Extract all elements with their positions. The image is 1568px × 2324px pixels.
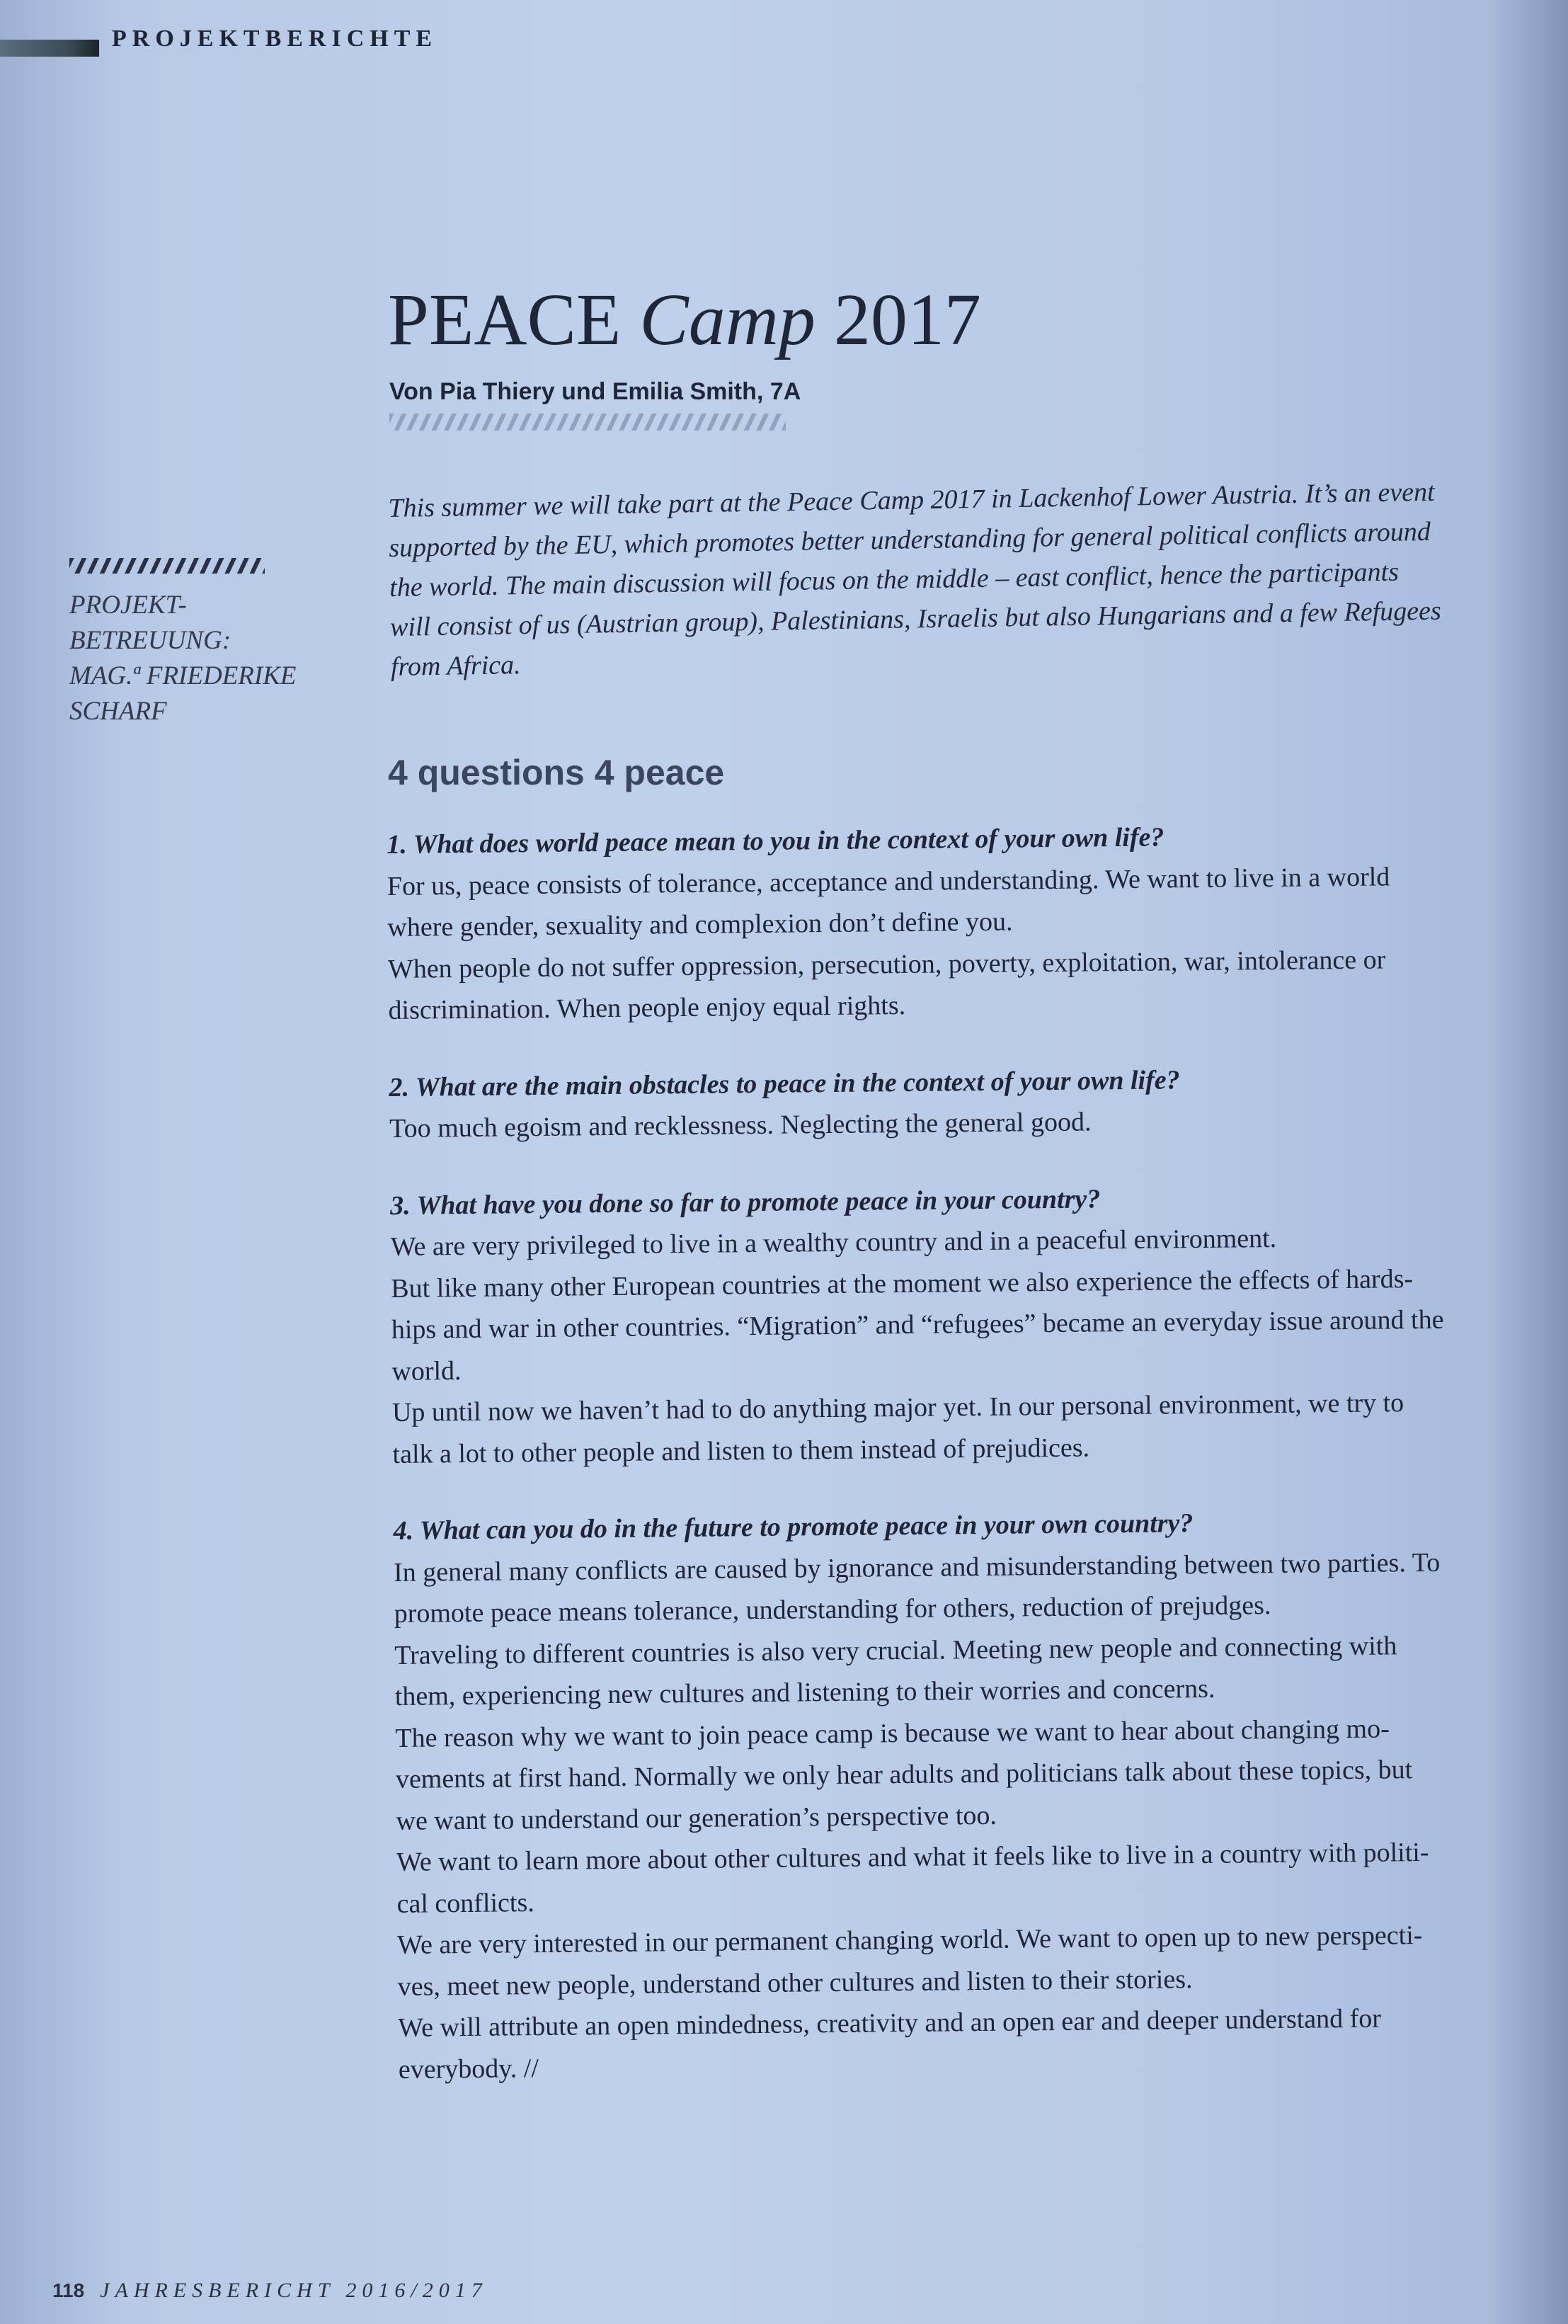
answer-line: Up until now we haven’t had to do anything major yet. In our personal environment, we try to <box>391 1388 1404 1428</box>
publication-name: JAHRESBERICHT 2016/2017 <box>100 2279 488 2302</box>
question-heading: 2. What are the main obstacles to peace in the context of your own life? <box>389 1064 1180 1103</box>
answer-line: ves, meet new people, understand other cultures and listen to their stories. <box>397 1964 1193 2002</box>
answer-line: promote peace means tolerance, understanding for others, reduction of prejudges. <box>394 1590 1271 1629</box>
project-supervision-note <box>69 588 353 729</box>
sidebar-line: PROJEKT- <box>69 591 187 620</box>
question-block-2 <box>389 1056 1508 1149</box>
answer-line: talk a lot to other people and listen to them instead of prejudices. <box>392 1432 1090 1469</box>
intro-line: supported by the EU, which promotes better understanding for general political conflicts around <box>388 516 1431 563</box>
title-part-2: 2017 <box>815 279 981 360</box>
answer-line: When people do not suffer oppression, persecution, poverty, exploitation, war, intolerance or <box>387 944 1386 984</box>
answer-line: everybody. // <box>398 2053 539 2085</box>
byline: Von Pia Thiery und Emilia Smith, 7A <box>389 378 801 405</box>
question-block-3 <box>390 1174 1511 1475</box>
question-heading: 1. What does world peace mean to you in the context of your own life? <box>387 822 1164 860</box>
answer-line: For us, peace consists of tolerance, acceptance and understanding. We want to live in a world <box>387 861 1390 901</box>
question-heading: 4. What can you do in the future to promote peace in your own country? <box>393 1508 1194 1546</box>
intro-line: This summer we will take part at the Peace Camp 2017 in Lackenhof Lower Austria. It’s an event <box>388 477 1435 523</box>
answer-line: them, experiencing new cultures and listening to their worries and concerns. <box>394 1673 1215 1711</box>
answer-line: Too much egoism and recklessness. Neglecting the general good. <box>389 1107 1092 1144</box>
section-label: PROJEKTBERICHTE <box>112 25 438 52</box>
intro-line: the world. The main discussion will focus on the middle – east conflict, hence the participants <box>389 557 1400 603</box>
title-italic: Camp <box>639 279 816 360</box>
intro-line: will consist of us (Austrian group), Palestinians, Israelis but also Hungarians and a few Refugees <box>389 596 1442 642</box>
section-subheading: 4 questions 4 peace <box>388 753 725 792</box>
intro-line: from Africa. <box>390 650 521 682</box>
question-block-1 <box>387 814 1507 1032</box>
sidebar-hatch-divider <box>69 558 265 574</box>
answer-line: We want to learn more about other cultures and what it feels like to live in a country with politi- <box>396 1837 1429 1877</box>
question-block-4 <box>393 1500 1517 2090</box>
answer-line: we want to understand our generation’s perspective too. <box>396 1800 997 1836</box>
answer-line: We are very privileged to live in a wealthy country and in a peaceful environment. <box>390 1223 1277 1262</box>
section-marker-bar <box>0 40 99 57</box>
answer-line: hips and war in other countries. “Migration” and “refugees” became an everyday issue around the <box>391 1304 1444 1345</box>
answer-line: We will attribute an open mindedness, creativity and an open ear and deeper understand for <box>398 2003 1382 2043</box>
article-title <box>388 279 981 360</box>
answer-line: cal conflicts. <box>396 1887 534 1919</box>
answer-line: We are very interested in our permanent changing world. We want to open up to new perspecti- <box>396 1920 1423 1960</box>
answer-line: In general many conflicts are caused by ignorance and misunderstanding between two parties. To <box>393 1547 1441 1588</box>
sidebar-line: BETREUUNG: <box>69 626 231 655</box>
answer-line: world. <box>391 1355 462 1386</box>
answer-line: But like many other European countries at the moment we also experience the effects of hards- <box>391 1263 1414 1304</box>
intro-paragraph <box>388 472 1481 687</box>
page-number: 118 <box>52 2279 85 2301</box>
answer-line: Traveling to different countries is also very crucial. Meeting new people and connecting with <box>394 1630 1397 1670</box>
answer-line: discrimination. When people enjoy equal rights. <box>388 990 906 1025</box>
question-heading: 3. What have you done so far to promote peace in your country? <box>389 1183 1101 1221</box>
title-hatch-divider <box>389 414 786 431</box>
sidebar-line: MAG.ª FRIEDERIKE <box>69 661 297 690</box>
article-body <box>387 814 1518 2126</box>
title-part-1: PEACE <box>388 279 640 360</box>
sidebar-line: SCHARF <box>69 697 167 726</box>
answer-line: where gender, sexuality and complexion don’t define you. <box>387 906 1013 942</box>
answer-line: The reason why we want to join peace camp is because we want to hear about changing mo- <box>395 1713 1390 1753</box>
answer-line: vements at first hand. Normally we only hear adults and politicians talk about these topics, but <box>395 1755 1413 1794</box>
page-footer <box>52 2279 488 2303</box>
